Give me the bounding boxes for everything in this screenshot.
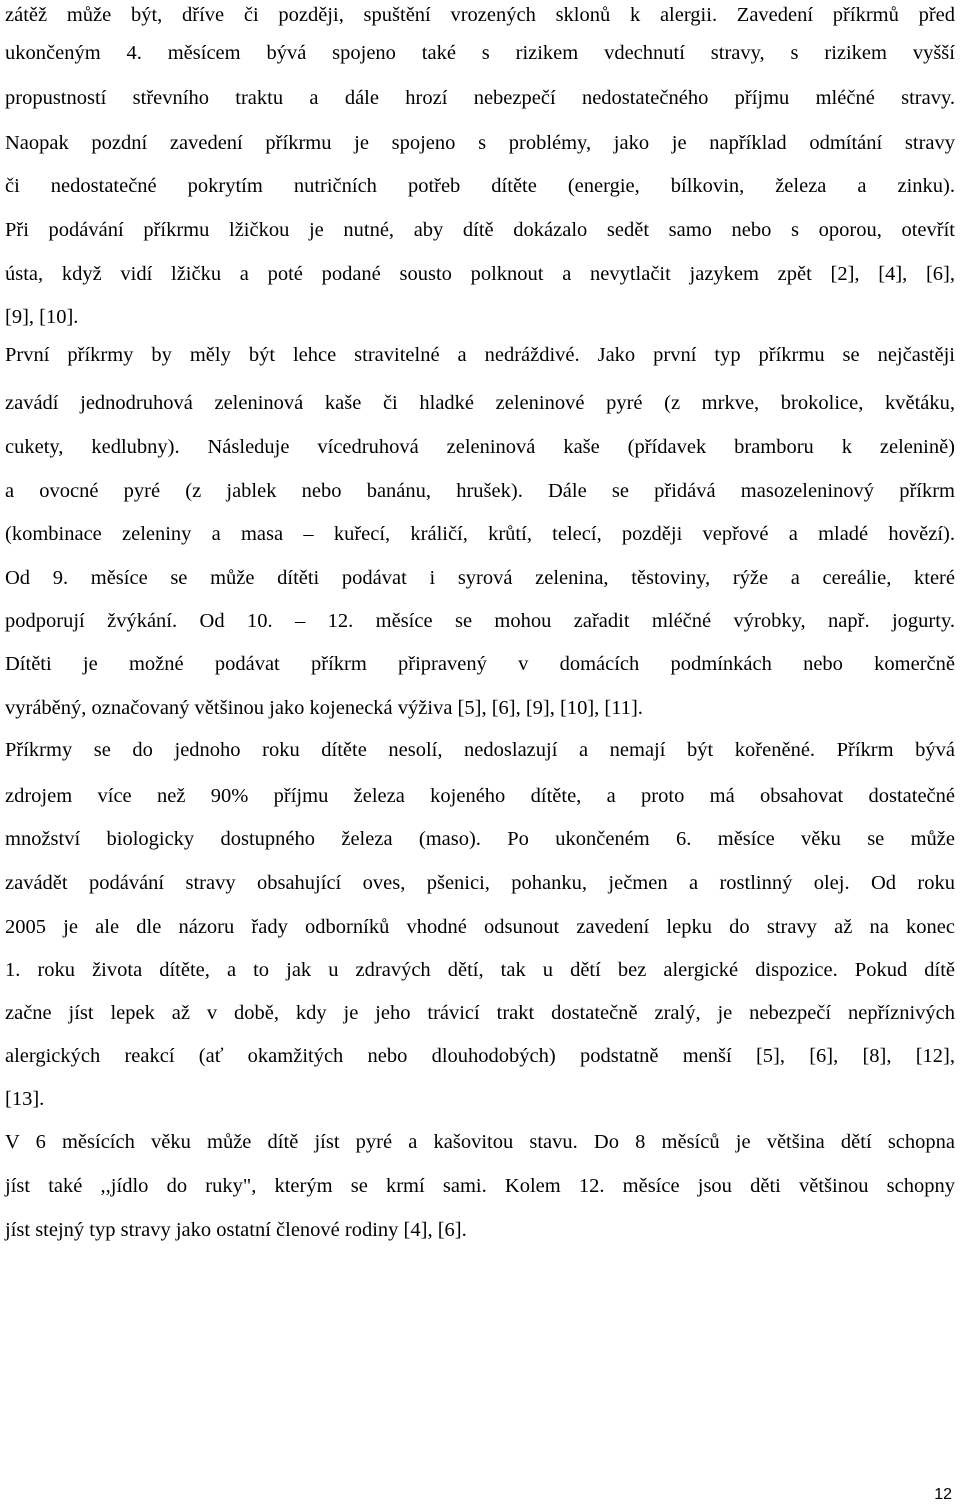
text-line: zátěž může být, dříve či později, spuštění vrozených sklonů k alergii. Zavedení příkrmů před (5, 4, 955, 26)
text-line: Příkrmy se do jednoho roku dítěte nesolí, nedoslazují a nemají být kořeněné. Příkrm bývá (5, 739, 955, 761)
text-line: V 6 měsících věku může dítě jíst pyré a kašovitou stavu. Do 8 měsíců je většina dětí schopna (5, 1131, 955, 1153)
text-line: [9], [10]. (5, 306, 79, 328)
text-line: zavádět podávání stravy obsahující oves, pšenici, pohanku, ječmen a rostlinný olej. Od roku (5, 872, 955, 894)
text-line: Při podávání příkrmu lžičkou je nutné, aby dítě dokázalo sedět samo nebo s oporou, otevřít (5, 219, 955, 241)
text-line: [13]. (5, 1088, 45, 1110)
text-line: jíst také ,,jídlo do ruky", kterým se krmí sami. Kolem 12. měsíce jsou děti většinou schopny (5, 1175, 955, 1197)
text-line: 1. roku života dítěte, a to jak u zdravých dětí, tak u dětí bez alergické dispozice. Pokud dítě (5, 959, 955, 981)
text-line: ústa, když vidí lžičku a poté podané sousto polknout a nevytlačit jazykem zpět [2], [4], [6], (5, 263, 955, 285)
text-line: cukety, kedlubny). Následuje vícedruhová zeleninová kaše (přídavek bramboru k zelenině) (5, 436, 955, 458)
text-line: zavádí jednodruhová zeleninová kaše či hladké zeleninové pyré (z mrkve, brokolice, květáku, (5, 392, 955, 414)
text-line: a ovocné pyré (z jablek nebo banánu, hrušek). Dále se přidává masozeleninový příkrm (5, 480, 955, 502)
text-line: zdrojem více než 90% příjmu železa kojeného dítěte, a proto má obsahovat dostatečné (5, 785, 955, 807)
page-number: 12 (934, 1486, 952, 1503)
text-line: množství biologicky dostupného železa (maso). Po ukončeném 6. měsíce věku se může (5, 828, 955, 850)
text-line: Dítěti je možné podávat příkrm připravený v domácích podmínkách nebo komerčně (5, 653, 955, 675)
text-line: (kombinace zeleniny a masa – kuřecí, králičí, krůtí, telecí, později vepřové a mladé hovězí). (5, 523, 955, 545)
text-line: jíst stejný typ stravy jako ostatní členové rodiny [4], [6]. (5, 1219, 467, 1241)
text-line: vyráběný, označovaný většinou jako kojenecká výživa [5], [6], [9], [10], [11]. (5, 697, 643, 719)
text-line: podporují žvýkání. Od 10. – 12. měsíce se mohou zařadit mléčné výrobky, např. jogurty. (5, 610, 955, 632)
text-line: Naopak pozdní zavedení příkrmu je spojeno s problémy, jako je například odmítání stravy (5, 132, 955, 154)
text-line: či nedostatečné pokrytím nutričních potřeb dítěte (energie, bílkovin, železa a zinku). (5, 175, 955, 197)
text-line: propustností střevního traktu a dále hrozí nebezpečí nedostatečného příjmu mléčné stravy. (5, 87, 955, 109)
text-line: První příkrmy by měly být lehce stravitelné a nedráždivé. Jako první typ příkrmu se nejčastěji (5, 344, 955, 366)
text-line: 2005 je ale dle názoru řady odborníků vhodné odsunout zavedení lepku do stravy až na konec (5, 916, 955, 938)
text-line: Od 9. měsíce se může dítěti podávat i syrová zelenina, těstoviny, rýže a cereálie, které (5, 567, 955, 589)
text-line: začne jíst lepek až v době, kdy je jeho trávicí trakt dostatečně zralý, je nebezpečí nepříznivých (5, 1002, 955, 1024)
text-line: ukončeným 4. měsícem bývá spojeno také s rizikem vdechnutí stravy, s rizikem vyšší (5, 42, 955, 64)
text-line: alergických reakcí (ať okamžitých nebo dlouhodobých) podstatně menší [5], [6], [8], [12], (5, 1045, 955, 1067)
